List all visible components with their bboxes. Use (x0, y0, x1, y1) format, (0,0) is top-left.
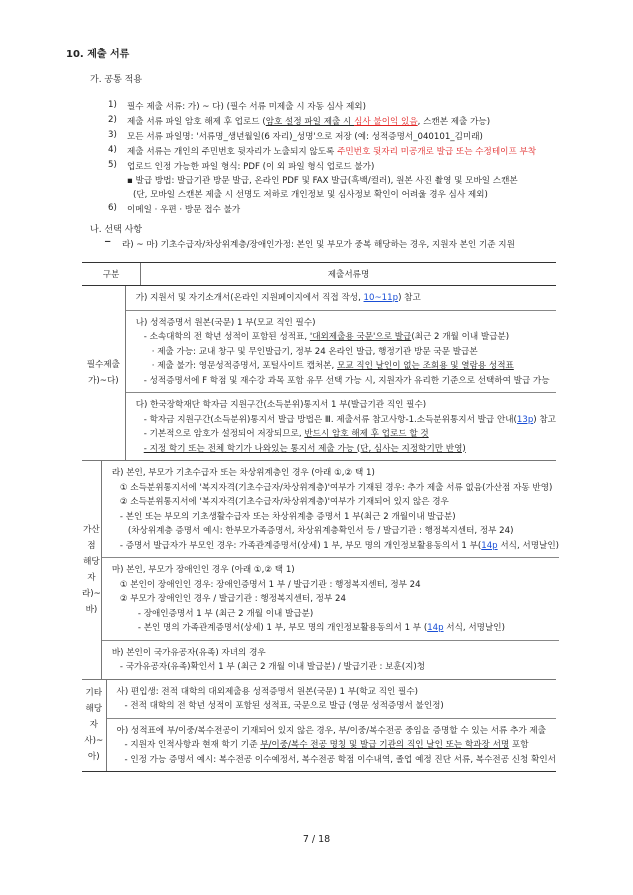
page-ref-link[interactable]: 10~11p (363, 293, 399, 303)
text-segment: ) 참고 (398, 293, 421, 303)
page-ref-link[interactable]: 14p (481, 540, 498, 551)
document-line (108, 607, 559, 622)
common-item (127, 130, 483, 142)
table-group (82, 680, 556, 772)
page-number: 7 / 18 (302, 834, 331, 845)
document-line (108, 495, 559, 510)
document-line (132, 398, 556, 413)
document-line (113, 685, 556, 700)
text-segment: - 본인 또는 부모의 기초생활수급자 또는 차상위계층 증명서 1 부(최근 2 개월이내 발급분) (119, 511, 456, 522)
document-line (132, 316, 556, 331)
text-segment: - 장애인증명서 1 부 (최근 2 개월 이내 발급분) (137, 608, 314, 619)
header-category: 구분 (82, 263, 141, 285)
text-segment: , 스캔본 제출 가능) (417, 117, 491, 127)
item-number: 6) (108, 203, 117, 213)
header-documents: 제출서류명 (327, 270, 370, 280)
document-line (108, 563, 559, 578)
category-label-line: 기타 (85, 688, 103, 699)
document-cell (107, 719, 556, 772)
common-item (127, 145, 536, 157)
category-label-line: 사)~아) (84, 736, 104, 763)
text-segment: 부/이중/복수 전공 명칭 및 발급 기관의 직인 날인 또는 학과장 서명 (260, 740, 510, 750)
document-cell (102, 558, 559, 641)
document-line (113, 699, 556, 714)
section-title: 10. 제출 서류 (66, 49, 130, 60)
page-ref-link[interactable]: 13p (516, 414, 534, 425)
documents-table (82, 262, 559, 772)
table-body (82, 286, 559, 771)
text-segment: 사) 편입생: 전적 대학의 대외제출용 성적증명서 원본(국문) 1 부(학교 직인 필수) (116, 686, 419, 697)
text-segment: 나) 성적증명서 원본(국문) 1 부(모교 직인 필수) (135, 317, 316, 328)
document-line (108, 621, 559, 636)
text-segment: ① 본인이 장애인인 경우: 장애인증명서 1 부 / 발급기관 : 행정복지센터, 정부 24 (119, 579, 421, 590)
document-line (108, 524, 559, 539)
text-segment: · 제출 불가: 영문성적증명서, 포털사이트 캡처본, (151, 361, 337, 371)
common-item (127, 100, 366, 112)
document-line (108, 660, 559, 675)
part-b-heading: 나. 선택 사항 (90, 225, 143, 235)
document-cell (107, 680, 556, 719)
text-segment: '대외제출용 국문'으로 발급 (309, 332, 412, 342)
text-segment: (단, 모바일 스캔본 제출 시 선명도 저하로 개인정보 및 심사정보 확인이 어려울 경우 심사 제외) (133, 190, 488, 200)
document-line (113, 738, 556, 753)
text-segment: 업로드 인정 가능한 파일 형식: PDF (이 외 파일 형식 업로드 불가) (127, 162, 375, 172)
document-cell (126, 311, 556, 394)
text-segment: 서식, 서명날인) (497, 540, 559, 551)
text-segment: 모교 직인 날인이 없는 조회용 및 열람용 성적표 (336, 361, 514, 371)
text-segment: 심사 불이익 있음 (354, 117, 418, 127)
text-segment: - 증명서 발급자가 부모인 경우: 가족관계증명서(상세) 1 부, 부모 명의 개인정보활용동의서 1 부( (119, 540, 482, 551)
document-line (132, 413, 556, 428)
text-segment: ② 소득분위통지서에 '복지자격(기초수급자/차상위계층)'여부가 기재되어 있지 않은 경우 (119, 497, 449, 507)
category-label-line: 해당자 (83, 556, 100, 583)
text-segment: 바) 본인이 국가유공자(유족) 자녀의 경우 (111, 647, 266, 658)
text-segment: 라) 본인, 부모가 기초수급자 또는 차상위계층인 경우 (아래 ①,② 택 1) (111, 468, 375, 478)
common-item (133, 188, 488, 200)
item-number: 3) (108, 130, 117, 140)
text-segment: 반드시 암호 해제 후 업로드 할 것 (304, 429, 429, 439)
text-segment: - 기본적으로 암호가 설정되어 저장되므로, (143, 429, 305, 439)
item-number: 2) (108, 115, 117, 125)
document-line (108, 539, 559, 554)
text-segment: 제출 서류 파일 암호 해제 후 업로드 ( (127, 117, 266, 127)
document-line (132, 291, 556, 306)
document-line (132, 427, 556, 442)
optional-note: 라) ~ 마) 기초수급자/차상위계층/장애인가정: 본인 및 부모가 중복 해당하는 경우, 지원자 본인 기준 지원 (122, 240, 515, 250)
item-number: 4) (108, 145, 117, 155)
document-line (108, 510, 559, 525)
dash-marker: − (104, 237, 112, 247)
table-group (82, 461, 559, 680)
text-segment: 포함 (509, 740, 529, 750)
text-segment: 제출 서류는 개인의 주민번호 뒷자리가 노출되지 않도록 (127, 147, 338, 157)
category-label-line: 라)~바) (82, 588, 101, 615)
text-segment: 필수 제출 서류: 가) ~ 다) (필수 서류 미제출 시 자동 심사 제외) (127, 102, 366, 112)
category-label (82, 286, 126, 460)
document-line (132, 345, 556, 360)
text-segment: - 성적증명서에 F 학점 및 재수강 과목 포함 유무 선택 가능 시, 지원자가 유리한 기준으로 선택하여 발급 가능 (143, 375, 550, 386)
text-segment: 서식, 서명날인) (443, 623, 505, 633)
text-segment: (최근 2 개월 이내 발급분) (411, 332, 510, 342)
text-segment: - 소속대학의 전 학년 성적이 포함된 성적표, (143, 332, 310, 342)
item-number: 5) (108, 160, 117, 170)
document-line (108, 578, 559, 593)
text-segment: ▪ 발급 방법: 발급기관 방문 발급, 온라인 PDF 및 FAX 발급(흑백/컬러), 원본 사진 촬영 및 모바일 스캔본 (127, 176, 518, 186)
text-segment: (차상위계층 증명서 예시: 한부모가족증명서, 차상위계층확인서 등 / 발급기관 : 행정복지센터, 정부 24) (127, 526, 514, 536)
text-segment: 마) 본인, 부모가 장애인인 경우 (아래 ①,② 택 1) (111, 565, 295, 575)
text-segment: · 제출 가능: 교내 창구 및 무인발급기, 정부 24 온라인 발급, 행정기관 방문 국문 발급본 (151, 346, 478, 357)
category-label-line: 가산점 (83, 524, 100, 551)
text-segment: ) 참고 (533, 414, 556, 425)
text-segment: 암호 설정 파일 제출 시 (265, 117, 355, 127)
document-line (132, 359, 556, 374)
table-header (82, 263, 556, 286)
category-label-line: 해당자 (85, 704, 103, 731)
text-segment: - 지원자 인적사항과 현재 학기 기준 (124, 740, 261, 750)
category-label (82, 461, 102, 679)
category-label-line: 가)~다) (88, 376, 119, 386)
document-line (132, 330, 556, 345)
text-segment: - 지정 학기 또는 전체 학기가 나와있는 통지서 제출 가능 (단, 심사는 지정학기만 반영) (143, 443, 466, 454)
document-line (132, 442, 556, 457)
document-line (113, 724, 556, 739)
text-segment: - 학자금 지원구간(소득분위)통지서 발급 방법은 Ⅲ. 제출서류 참고사항-1.소득분위통지서 발급 안내( (143, 414, 517, 425)
text-segment: 이메일 · 우편 · 방문 접수 불가 (127, 205, 241, 215)
text-segment: ① 소득분위통지서에 '복지자격(기초수급자/차상위계층)'여부가 기재된 경우: 추가 제출 서류 없음(가산점 자동 반영) (119, 482, 553, 493)
document-line (108, 646, 559, 661)
document-line (108, 466, 559, 481)
document-line (113, 753, 556, 768)
common-item (127, 203, 240, 215)
category-label (82, 680, 107, 772)
text-segment: - 인정 가능 증명서 예시: 복수전공 이수예정서, 복수전공 학점 이수내역, 졸업 예정 진단 서류, 복수전공 신청 확인서 (124, 754, 556, 765)
document-cell (126, 286, 556, 311)
common-item (127, 115, 490, 127)
text-segment: 주민번호 뒷자리 미공개로 발급 또는 수정테이프 부착 (337, 147, 537, 157)
text-segment: 모든 서류 파일명: '서류명_생년월일(6 자리)_성명'으로 저장 (예: 성적증명서_040101_김미래) (127, 132, 483, 142)
document-line (108, 592, 559, 607)
text-segment: 가) 지원서 및 자기소개서(온라인 지원페이지에서 직접 작성, (135, 293, 364, 303)
text-segment: - 전적 대학의 전 학년 성적이 포함된 성적표, 국문으로 발급 (영문 성적증명서 불인정) (124, 701, 444, 711)
part-a-heading: 가. 공통 적용 (90, 75, 143, 85)
category-label-line: 필수제출 (86, 360, 120, 370)
document-cell (102, 641, 559, 679)
document-line (132, 374, 556, 389)
document-line (108, 481, 559, 496)
common-item (127, 174, 518, 186)
table-group (82, 286, 556, 461)
document-cell (126, 393, 556, 460)
page-ref-link[interactable]: 14p (427, 623, 444, 633)
text-segment: - 국가유공자(유족)확인서 1 부 (최근 2 개월 이내 발급분) / 발급기관 : 보훈(지)청 (119, 662, 426, 672)
text-segment: 다) 한국장학재단 학자금 지원구간(소득분위)통지서 1 부(발급기관 직인 필수) (135, 400, 427, 410)
common-item (127, 160, 374, 172)
text-segment: - 본인 명의 가족관계증명서(상세) 1 부, 부모 명의 개인정보활용동의서 1 부 ( (137, 623, 428, 633)
text-segment: ② 부모가 장애인인 경우 / 발급기관 : 행정복지센터, 정부 24 (119, 594, 346, 604)
item-number: 1) (108, 100, 117, 110)
document-cell (102, 461, 559, 558)
text-segment: 아) 성적표에 부/이중/복수전공이 기재되어 있지 않은 경우, 부/이중/복수전공 중임을 증명할 수 있는 서류 추가 제출 (116, 725, 546, 736)
